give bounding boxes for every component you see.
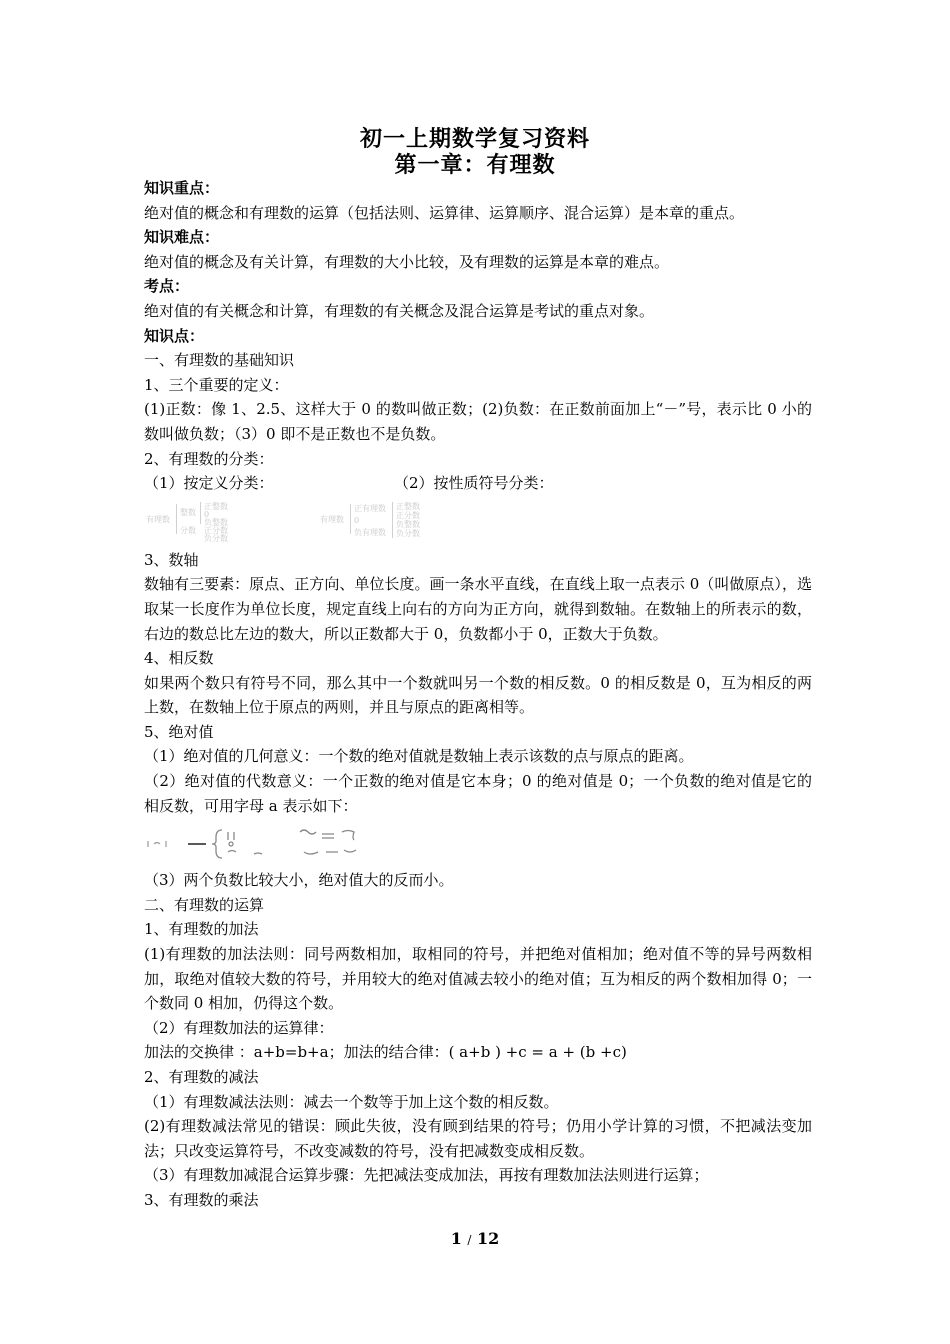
c2-brace [350, 504, 351, 534]
a3-title: 3、有理数的乘法 [144, 1190, 259, 1209]
c1-b2: 负分数 [204, 533, 228, 543]
document-title: 初一上期数学复习资料 [359, 127, 590, 152]
total-pages: 12 [477, 1229, 500, 1248]
s5-p2: （2）绝对值的代数意义：一个正数的绝对值是它本身；0 的绝对值是 0；一个负数的绝对值是它的相反数，可用字母 a 表示如下： [144, 772, 812, 815]
a1-p3: 加法的交换律 ：a+b=b+a；加法的结合律：( a+b ) +c = a + (b +c) [144, 1043, 627, 1062]
c1-a2: 0 [204, 509, 210, 519]
c1-b: 分数 [180, 525, 196, 535]
c1-brace-a [200, 502, 201, 524]
c2-a1: 正有理数 [354, 503, 386, 513]
c2-a2: 0 [354, 515, 360, 525]
s1-title: 1、三个重要的定义： [144, 375, 289, 394]
document-body [144, 176, 812, 1213]
s2-col1: （1）按定义分类： [144, 474, 274, 493]
s2-columns [144, 471, 812, 496]
classification-figures [144, 500, 812, 548]
a2-p3: （3）有理数加减混合运算步骤：先把减法变成加法，再按有理数加法法则进行运算； [144, 1166, 709, 1185]
page-number [0, 1229, 950, 1248]
c1-a1: 正整数 [204, 501, 228, 511]
c2-a3: 负有理数 [354, 527, 386, 537]
absolute-value-formula-image [144, 818, 424, 868]
difficult-text: 绝对值的概念及有关计算，有理数的大小比较，及有理数的运算是本章的难点。 [144, 252, 670, 271]
c1-a3: 负整数 [204, 517, 228, 527]
c2-root: 有理数 [320, 514, 344, 524]
key-label: 知识重点： [144, 179, 220, 197]
a2-p1: （1）有理数减法法则：减去一个数等于加上这个数的相反数。 [144, 1092, 559, 1111]
absolute-value-formula [144, 818, 812, 868]
s2-title: 2、有理数的分类： [144, 449, 274, 468]
a1-p2: （2）有理数加法的运算律： [144, 1018, 334, 1037]
chapter-title: 第一章：有理数 [394, 153, 556, 178]
exam-label: 考点： [144, 277, 190, 296]
part1-heading: 一、有理数的基础知识 [144, 351, 295, 370]
c2-b3: 负整数 [396, 519, 420, 529]
a2-title: 2、有理数的减法 [144, 1068, 259, 1086]
c1-brace [176, 504, 177, 534]
classify-by-sign-figure [320, 502, 590, 538]
a1-title: 1、有理数的加法 [144, 920, 259, 939]
s2-col2: （2）按性质符号分类： [394, 474, 554, 493]
c1-b1: 正分数 [204, 525, 228, 535]
s3-title: 3、数轴 [144, 550, 199, 569]
c2-b4: 负分数 [396, 528, 420, 538]
s4-title: 4、相反数 [144, 649, 214, 668]
points-label: 知识点： [144, 326, 205, 345]
s5-title: 5、绝对值 [144, 722, 214, 741]
a1-p1: (1)有理数的加法法则：同号两数相加，取相同的符号，并把绝对值相加；绝对值不等的异号两数相加，取绝对值较大数的符号，并用较大的绝对值减去较小的绝对值；互为相反的两个数相加得 0；一个数同 0 相加，仍得这个数。 [144, 945, 812, 1013]
c1-root: 有理数 [146, 514, 170, 524]
s3-text: 数轴有三要素：原点、正方向、单位长度。画一条水平直线，在直线上取一点表示 0（叫做原点），选取某一长度作为单位长度，规定直线上向右的方向为正方向，就得到数轴。在数轴上的所表示的数，右边的数总比左边的数大，所以正数都大于 0，负数都小于 0，正数大于负数。 [144, 575, 812, 643]
s5-p1: （1）绝对值的几何意义：一个数的绝对值就是数轴上表示该数的点与原点的距离。 [144, 747, 694, 766]
exam-text: 绝对值的有关概念和计算，有理数的有关概念及混合运算是考试的重点对象。 [144, 301, 655, 320]
current-page: 1 [450, 1229, 462, 1248]
s5-p3: （3）两个负数比较大小，绝对值大的反而小。 [144, 871, 454, 890]
s4-text: 如果两个数只有符号不同，那么其中一个数就叫另一个数的相反数。0 的相反数是 0，互为相反的两上数，在数轴上位于原点的两则，并且与原点的距离相等。 [144, 673, 812, 717]
part2-heading: 二、有理数的运算 [144, 895, 265, 914]
page-separator: / [467, 1233, 472, 1247]
s1-text: (1)正数：像 1、2.5、这样大于 0 的数叫做正数；(2)负数：在正数前面加上“－”号，表示比 0 小的数叫做负数；（3）0 即不是正数也不是负数。 [144, 400, 812, 443]
key-text: 绝对值的概念和有理数的运算（包括法则、运算律、运算顺序、混合运算）是本章的重点。 [144, 203, 745, 222]
a2-p2: (2)有理数减法常见的错误：顾此失彼，没有顾到结果的符号；仍用小学计算的习惯，不把减法变加法；只改变运算符号，不改变减数的符号，没有把减数变成相反数。 [144, 1117, 812, 1160]
c2-b2: 正分数 [396, 510, 420, 520]
c2-b1: 正整数 [396, 501, 420, 511]
c2-brace-b [392, 502, 393, 538]
c1-a: 整数 [180, 507, 196, 517]
difficult-label: 知识难点： [144, 228, 220, 247]
